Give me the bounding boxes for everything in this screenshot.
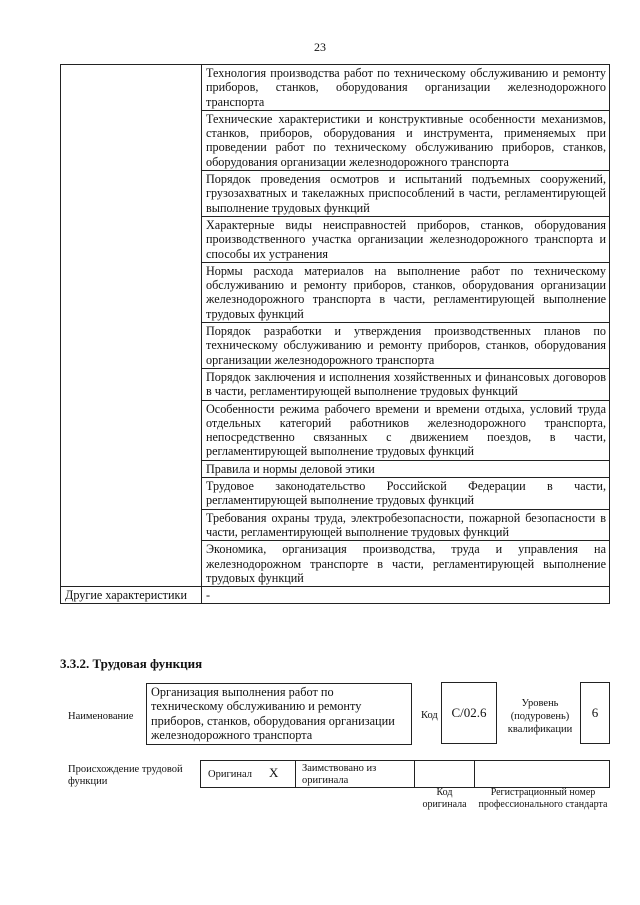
- registration-number-box: [474, 760, 610, 788]
- level-label: Уровень (подуровень) квалификации: [507, 698, 573, 735]
- table-row: [61, 587, 610, 604]
- code-value: C/02.6: [451, 705, 487, 720]
- function-name-box: [146, 683, 412, 745]
- knowledge-item: Экономика, организация производства, труда и управления на железнодорожном транспорте в части, регламентирующей выполнение трудовых функций: [202, 541, 610, 587]
- origin-label: Происхождение трудовой функции: [68, 764, 183, 787]
- original-code-caption: Код оригинала: [422, 787, 467, 810]
- code-label: Код: [421, 710, 438, 721]
- knowledge-item: Характерные виды неисправностей приборов, станков, оборудования производственного участка организации железнодорожного транспорта и способы их устранения: [202, 216, 610, 262]
- knowledge-item: Порядок проведения осмотров и испытаний подъемных сооружений, грузозахватных и такелажных приспособлений в части, регламентирующей выполнение трудовых функций: [202, 171, 610, 217]
- page-number: 23: [314, 40, 326, 54]
- original-box: [200, 760, 296, 788]
- knowledge-item: Технология производства работ по техническому обслуживанию и ремонту приборов, станков, оборудования организации железнодорожного транспорта: [202, 65, 610, 111]
- knowledge-item: Порядок разработки и утверждения производственных планов по техническому обслуживанию и ремонту приборов, станков, оборудования организации железнодорожного транспорта: [202, 323, 610, 369]
- code-box: [441, 682, 497, 744]
- name-label: Наименование: [68, 711, 134, 722]
- other-characteristics-value: -: [202, 587, 610, 604]
- other-characteristics-label: Другие характеристики: [61, 587, 202, 604]
- knowledge-label-cell: [61, 65, 202, 587]
- function-name: Организация выполнения работ по техническому обслуживанию и ремонту приборов, станков, оборудования организации железнодорожного транспорта: [151, 685, 395, 742]
- knowledge-item: Трудовое законодательство Российской Федерации в части, регламентирующей выполнение трудовых функций: [202, 478, 610, 510]
- borrowed-box: [295, 760, 415, 788]
- knowledge-item: Требования охраны труда, электробезопасности, пожарной безопасности в части, регламентирующей выполнение трудовых функций: [202, 509, 610, 541]
- knowledge-item: Нормы расхода материалов на выполнение работ по техническому обслуживанию и ремонту приборов, станков, оборудования организации железнодорожного транспорта в части, регламентирующей выполнение трудовых функций: [202, 262, 610, 322]
- knowledge-item: Технические характеристики и конструктивные особенности механизмов, станков, приборов, оборудования и инструмента, применяемых при проведении работ по техническому обслуживанию приборов, станков, оборудования организации железнодорожного транспорта: [202, 110, 610, 170]
- knowledge-item: Правила и нормы деловой этики: [202, 460, 610, 477]
- table-row: [61, 65, 610, 111]
- original-mark: X: [269, 765, 279, 780]
- registration-number-caption: Регистрационный номер профессионального стандарта: [478, 787, 608, 810]
- knowledge-item: Особенности режима рабочего времени и времени отдыха, условий труда отдельных категорий работников железнодорожного транспорта, непосредственно связанных с движением поездов, в части, регламентирующей выполнение трудовых функций: [202, 400, 610, 460]
- requirements-table: [60, 64, 610, 604]
- borrowed-label: Заимствовано из оригинала: [302, 763, 377, 786]
- original-label: Оригинал: [208, 769, 252, 780]
- level-box: [580, 682, 610, 744]
- knowledge-item: Порядок заключения и исполнения хозяйственных и финансовых договоров в части, регламентирующей выполнение трудовых функций: [202, 368, 610, 400]
- level-value: 6: [591, 705, 599, 720]
- original-code-box: [414, 760, 475, 788]
- section-title: 3.3.2. Трудовая функция: [60, 656, 203, 671]
